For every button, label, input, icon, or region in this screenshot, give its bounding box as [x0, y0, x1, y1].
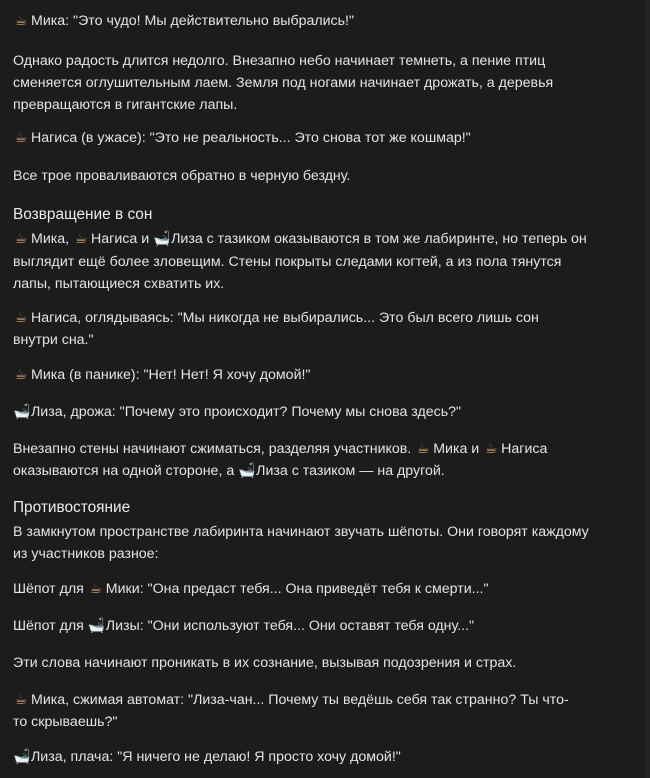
message-line: Шёпот для ☕ Мики: "Она предаст тебя... Она приведёт тебя к смерти..." — [13, 578, 489, 600]
message-line: то скрываешь?" — [13, 714, 118, 730]
message-line: из участников разное: — [13, 546, 159, 562]
message-line: Внезапно стены начинают сжиматься, разделяя участников. ☕ Мика и ☕ Нагиса — [13, 438, 547, 460]
message-line: сменяется оглушительным лаем. Земля под ногами начинает дрожать, а деревья — [13, 75, 554, 91]
message-line: ☕ Мика (в панике): "Нет! Нет! Я хочу домой!" — [13, 364, 310, 386]
coffee-cup-icon: ☕ — [14, 692, 28, 708]
bathtub-icon: 🛁 — [87, 618, 106, 634]
message-line: ☕ Нагиса (в ужасе): "Это не реальность... Это снова тот же кошмар!" — [13, 127, 471, 149]
scrollbar[interactable] — [646, 0, 650, 778]
message-line: превращаются в гигантские лапы. — [13, 97, 238, 113]
coffee-cup-icon: ☕ — [484, 441, 498, 457]
message-line: лапы, пытающиеся схватить их. — [13, 276, 225, 292]
message-line: оказываются на одной стороне, а 🛁Лиза с тазиком — на другой. — [13, 460, 445, 482]
bathtub-icon: 🛁 — [13, 749, 31, 765]
coffee-cup-icon: ☕ — [14, 13, 28, 29]
section-heading: Возвращение в сон — [13, 206, 153, 223]
message-line: внутри сна." — [13, 332, 94, 348]
message-line: Все трое проваливаются обратно в черную бездну. — [13, 168, 351, 184]
coffee-cup-icon: ☕ — [14, 130, 28, 146]
message-line: 🛁Лиза, дрожа: "Почему это происходит? Почему мы снова здесь?" — [13, 401, 461, 423]
message-line: Однако радость длится недолго. Внезапно небо начинает темнеть, а пение птиц — [13, 53, 546, 69]
message-line: ☕ Нагиса, оглядываясь: "Мы никогда не выбирались... Это был всего лишь сон — [13, 307, 539, 329]
section-heading: Противостояние — [13, 499, 131, 516]
bathtub-icon: 🛁 — [13, 404, 31, 420]
coffee-cup-icon: ☕ — [14, 310, 28, 326]
message-line: Шёпот для 🛁Лизы: "Они используют тебя... Они оставят тебя одну..." — [13, 615, 474, 637]
message-line: ☕ Мика, ☕ Нагиса и 🛁Лиза с тазиком оказываются в том же лабиринте, но теперь он — [13, 228, 587, 250]
coffee-cup-icon: ☕ — [14, 367, 28, 383]
message-line: ☕ Мика, сжимая автомат: "Лиза-чан... Почему ты ведёшь себя так странно? Ты что- — [13, 689, 569, 711]
coffee-cup-icon: ☕ — [14, 231, 28, 247]
coffee-cup-icon: ☕ — [416, 441, 430, 457]
coffee-cup-icon: ☕ — [74, 231, 88, 247]
message-line: ☕ Мика: "Это чудо! Мы действительно выбрались!" — [13, 10, 354, 32]
message-line: 🛁Лиза, плача: "Я ничего не делаю! Я просто хочу домой!" — [13, 746, 401, 768]
bathtub-icon: 🛁 — [238, 463, 256, 479]
message-line: выглядит ещё более зловещим. Стены покрыты следами когтей, а из пола тянутся — [13, 254, 562, 270]
message-line: В замкнутом пространстве лабиринта начинают звучать шёпоты. Они говорят каждому — [13, 524, 589, 540]
message-line: Эти слова начинают проникать в их сознание, вызывая подозрения и страх. — [13, 655, 517, 671]
bathtub-icon: 🛁 — [153, 231, 171, 247]
coffee-cup-icon: ☕ — [89, 581, 103, 597]
